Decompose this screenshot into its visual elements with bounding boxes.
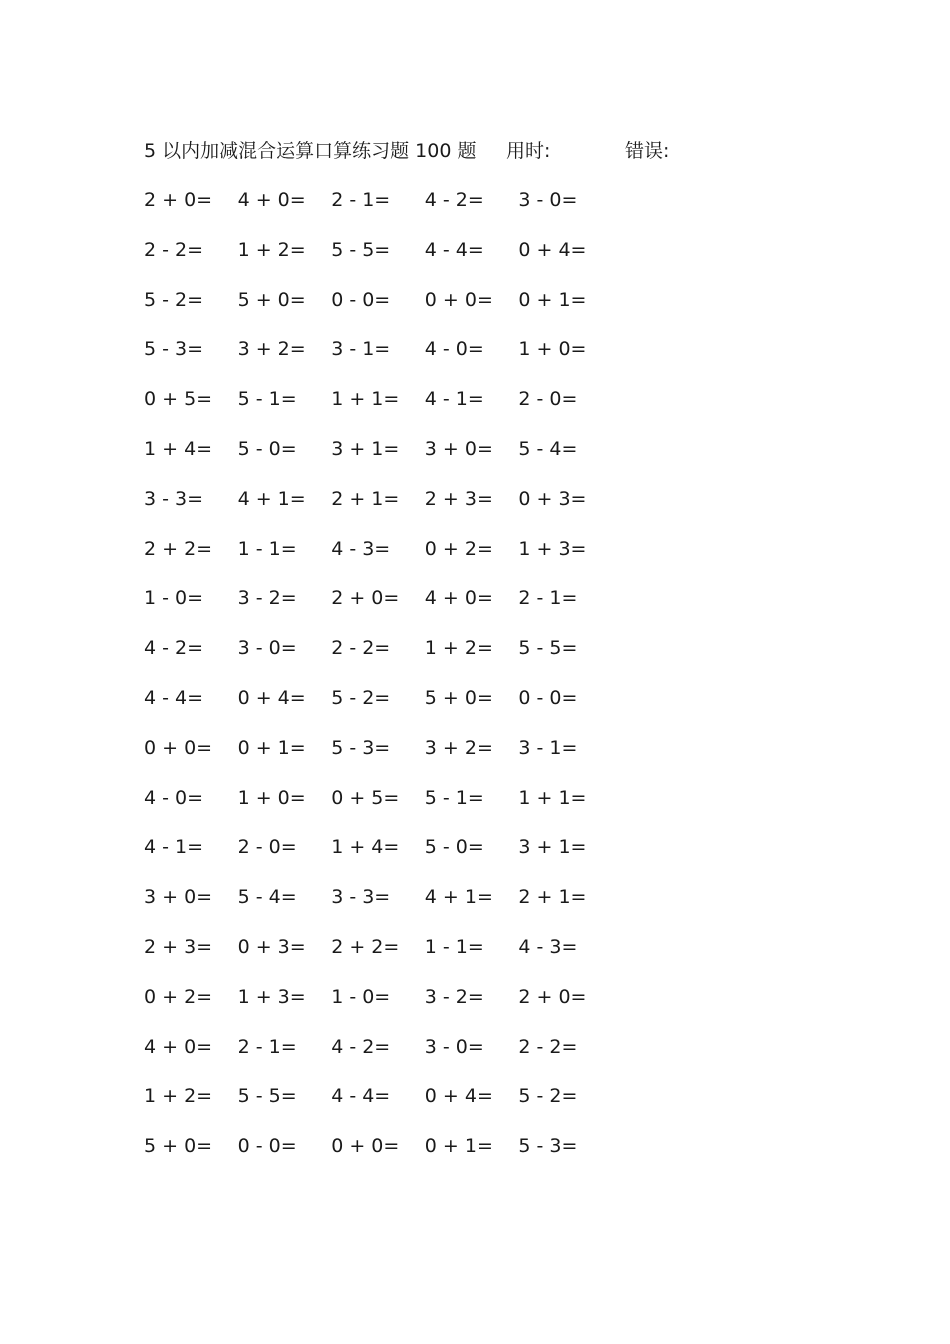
problem-item: 4 - 3= bbox=[518, 935, 578, 958]
problem-item: 3 + 2= bbox=[237, 338, 306, 361]
problem-row bbox=[144, 683, 614, 733]
problem-item: 1 + 3= bbox=[237, 985, 306, 1008]
problem-item: 1 + 2= bbox=[237, 238, 306, 261]
problem-item: 3 + 2= bbox=[424, 736, 493, 759]
problem-row bbox=[144, 484, 614, 534]
problem-item: 0 + 1= bbox=[237, 736, 306, 759]
problem-row bbox=[144, 733, 614, 783]
problem-item: 4 - 4= bbox=[144, 686, 204, 709]
problem-item: 5 + 0= bbox=[237, 288, 306, 311]
problem-item: 4 - 0= bbox=[144, 786, 204, 809]
problem-item: 4 - 1= bbox=[144, 836, 204, 859]
problem-item: 3 - 1= bbox=[331, 338, 391, 361]
problem-item: 1 + 0= bbox=[518, 338, 587, 361]
problem-item: 1 + 2= bbox=[424, 637, 493, 660]
problem-item: 0 + 3= bbox=[237, 935, 306, 958]
problem-item: 2 + 2= bbox=[331, 935, 400, 958]
problem-row bbox=[144, 434, 614, 484]
problem-row bbox=[144, 384, 614, 434]
problem-item: 3 - 0= bbox=[518, 189, 578, 211]
problem-item: 4 + 0= bbox=[424, 587, 493, 610]
problem-item: 1 - 0= bbox=[331, 985, 391, 1008]
problem-item: 1 + 1= bbox=[331, 388, 400, 411]
problem-item: 2 + 2= bbox=[144, 537, 213, 560]
problem-item: 5 - 5= bbox=[331, 238, 391, 261]
problem-item: 3 + 1= bbox=[331, 437, 400, 460]
problem-item: 2 - 1= bbox=[237, 1035, 297, 1058]
problem-item: 0 + 4= bbox=[424, 1085, 493, 1108]
problem-item: 0 + 4= bbox=[518, 238, 587, 261]
problem-item: 0 + 5= bbox=[144, 388, 213, 411]
problem-item: 4 + 0= bbox=[144, 1035, 213, 1058]
problem-row bbox=[144, 633, 614, 683]
problem-item: 5 - 4= bbox=[237, 886, 297, 909]
problem-item: 0 + 2= bbox=[424, 537, 493, 560]
problem-item: 2 + 0= bbox=[144, 189, 213, 211]
problem-row bbox=[144, 882, 614, 932]
problem-item: 5 - 3= bbox=[144, 338, 204, 361]
problem-item: 3 - 0= bbox=[424, 1035, 484, 1058]
problem-item: 4 - 4= bbox=[424, 238, 484, 261]
problem-item: 3 + 0= bbox=[424, 437, 493, 460]
problem-item: 1 - 1= bbox=[237, 537, 297, 560]
problem-item: 0 + 5= bbox=[331, 786, 400, 809]
problem-item: 2 - 0= bbox=[518, 388, 578, 411]
problem-item: 5 - 3= bbox=[331, 736, 391, 759]
problem-item: 2 - 2= bbox=[331, 637, 391, 660]
problem-item: 0 + 3= bbox=[518, 487, 587, 510]
problem-row bbox=[144, 1032, 614, 1082]
problem-item: 3 - 2= bbox=[237, 587, 297, 610]
problem-row bbox=[144, 285, 614, 335]
problem-row bbox=[144, 235, 614, 285]
problem-item: 0 + 1= bbox=[518, 288, 587, 311]
problem-item: 0 - 0= bbox=[237, 1135, 297, 1158]
problem-item: 3 + 1= bbox=[518, 836, 587, 859]
problem-item: 5 - 4= bbox=[518, 437, 578, 460]
problem-item: 0 + 0= bbox=[331, 1135, 400, 1158]
problem-row bbox=[144, 783, 614, 833]
problem-item: 3 - 3= bbox=[144, 487, 204, 510]
problem-item: 2 + 1= bbox=[518, 886, 587, 909]
problem-row bbox=[144, 583, 614, 633]
problem-row bbox=[144, 982, 614, 1032]
problem-item: 3 - 2= bbox=[424, 985, 484, 1008]
problem-item: 5 - 5= bbox=[237, 1085, 297, 1108]
problem-item: 2 - 1= bbox=[331, 189, 391, 211]
error-count-label: 错误: bbox=[625, 140, 670, 162]
problem-row bbox=[144, 534, 614, 584]
problem-row bbox=[144, 932, 614, 982]
problem-item: 1 + 2= bbox=[144, 1085, 213, 1108]
problem-item: 1 + 3= bbox=[518, 537, 587, 560]
problem-item: 2 - 1= bbox=[518, 587, 578, 610]
problem-item: 4 - 0= bbox=[424, 338, 484, 361]
problem-item: 5 + 0= bbox=[144, 1135, 213, 1158]
problem-item: 3 - 0= bbox=[237, 637, 297, 660]
problem-item: 2 + 3= bbox=[144, 935, 213, 958]
problem-item: 4 - 3= bbox=[331, 537, 391, 560]
problem-item: 3 - 3= bbox=[331, 886, 391, 909]
problem-item: 0 + 0= bbox=[144, 736, 213, 759]
time-used-label: 用时: bbox=[506, 140, 551, 162]
problem-item: 1 + 0= bbox=[237, 786, 306, 809]
problem-item: 5 + 0= bbox=[424, 686, 493, 709]
problem-item: 0 + 4= bbox=[237, 686, 306, 709]
problem-item: 2 - 0= bbox=[237, 836, 297, 859]
problem-item: 1 + 4= bbox=[144, 437, 213, 460]
problem-grid bbox=[144, 185, 614, 1181]
problem-item: 5 - 5= bbox=[518, 637, 578, 660]
problem-item: 2 + 1= bbox=[331, 487, 400, 510]
problem-item: 0 - 0= bbox=[518, 686, 578, 709]
problem-item: 2 + 3= bbox=[424, 487, 493, 510]
problem-item: 0 + 0= bbox=[424, 288, 493, 311]
problem-item: 2 + 0= bbox=[331, 587, 400, 610]
problem-item: 0 + 2= bbox=[144, 985, 213, 1008]
problem-item: 5 - 2= bbox=[144, 288, 204, 311]
problem-item: 0 - 0= bbox=[331, 288, 391, 311]
problem-item: 4 + 0= bbox=[237, 189, 306, 211]
problem-item: 4 - 2= bbox=[331, 1035, 391, 1058]
problem-item: 2 - 2= bbox=[518, 1035, 578, 1058]
problem-row bbox=[144, 1081, 614, 1131]
problem-item: 3 + 0= bbox=[144, 886, 213, 909]
problem-row bbox=[144, 185, 614, 235]
problem-item: 5 - 2= bbox=[518, 1085, 578, 1108]
problem-row bbox=[144, 1131, 614, 1181]
problem-item: 5 - 3= bbox=[518, 1135, 578, 1158]
problem-row bbox=[144, 832, 614, 882]
worksheet-header bbox=[144, 136, 844, 166]
problem-item: 2 + 0= bbox=[518, 985, 587, 1008]
problem-item: 1 - 0= bbox=[144, 587, 204, 610]
problem-item: 1 - 1= bbox=[424, 935, 484, 958]
problem-item: 1 + 1= bbox=[518, 786, 587, 809]
problem-item: 4 + 1= bbox=[424, 886, 493, 909]
problem-item: 4 - 1= bbox=[424, 388, 484, 411]
problem-item: 5 - 1= bbox=[424, 786, 484, 809]
problem-item: 5 - 0= bbox=[424, 836, 484, 859]
problem-item: 1 + 4= bbox=[331, 836, 400, 859]
problem-item: 4 - 2= bbox=[144, 637, 204, 660]
problem-item: 0 + 1= bbox=[424, 1135, 493, 1158]
problem-item: 5 - 1= bbox=[237, 388, 297, 411]
problem-row bbox=[144, 334, 614, 384]
problem-item: 4 - 4= bbox=[331, 1085, 391, 1108]
problem-item: 2 - 2= bbox=[144, 238, 204, 261]
problem-item: 4 - 2= bbox=[424, 189, 484, 211]
problem-item: 3 - 1= bbox=[518, 736, 578, 759]
problem-item: 4 + 1= bbox=[237, 487, 306, 510]
page-title: 5 以内加减混合运算口算练习题 100 题 bbox=[144, 140, 477, 162]
problem-item: 5 - 2= bbox=[331, 686, 391, 709]
problem-item: 5 - 0= bbox=[237, 437, 297, 460]
